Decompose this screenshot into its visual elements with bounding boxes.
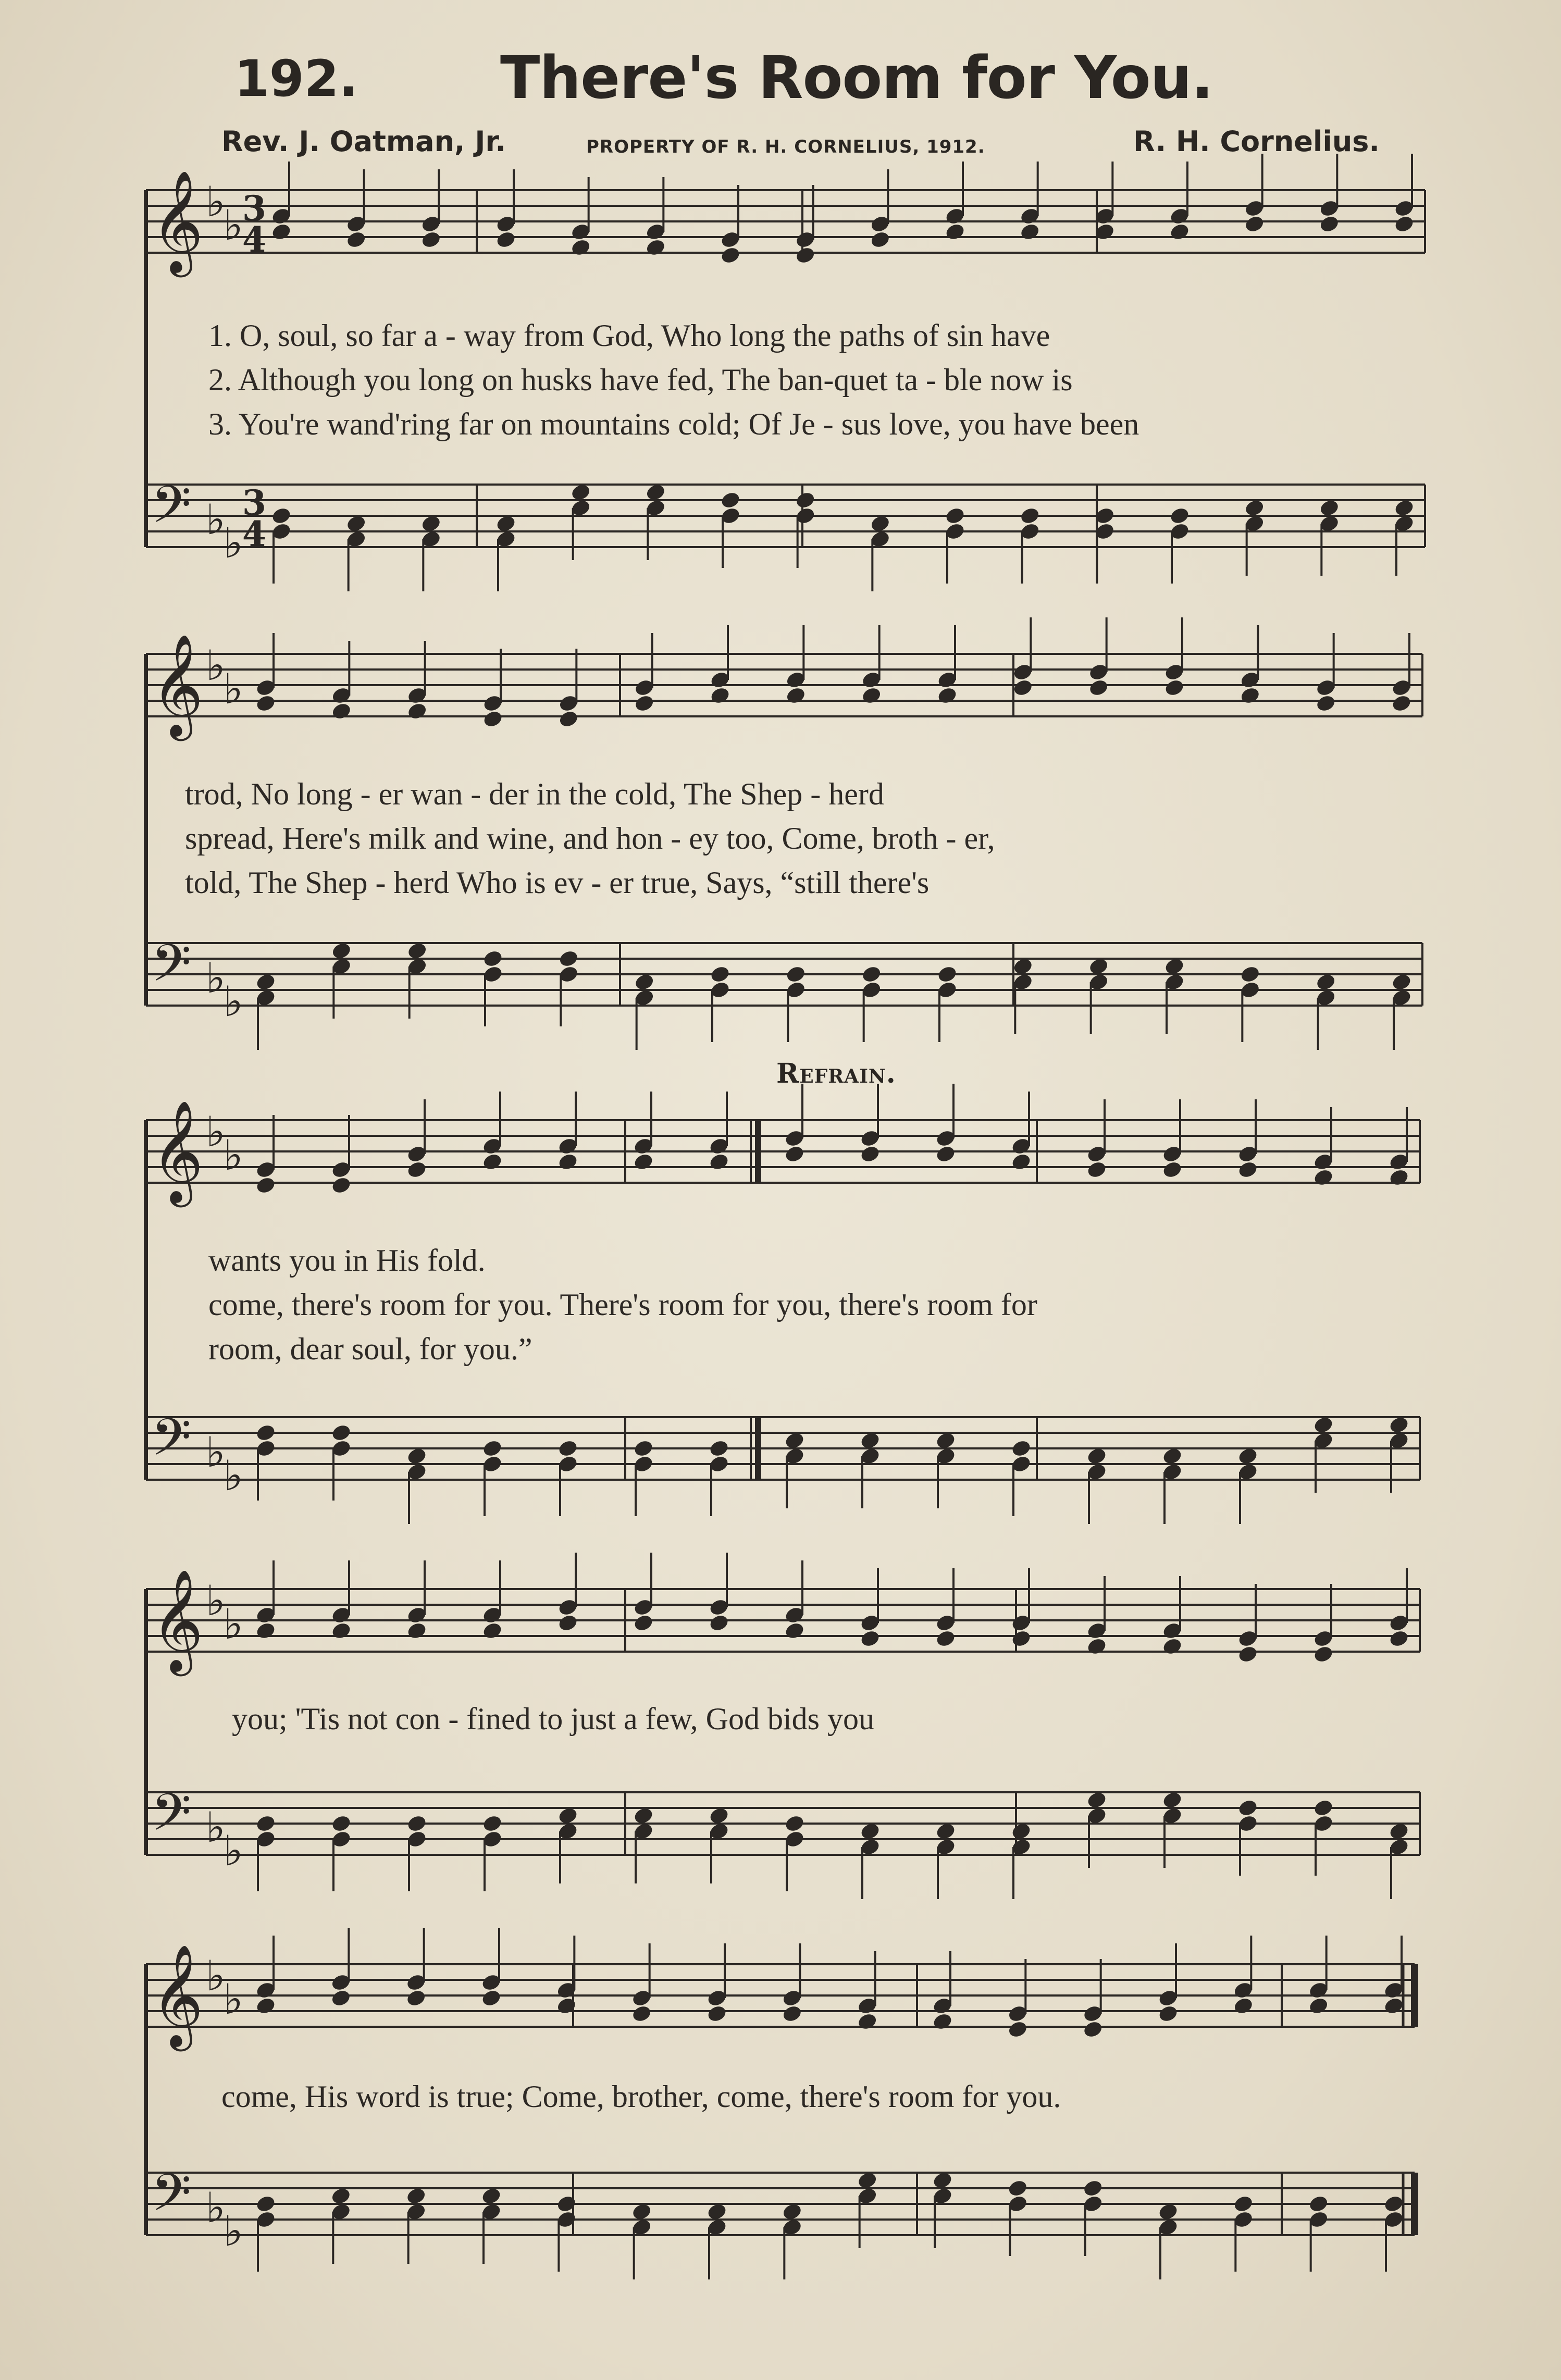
note-head-s5-treble-1b xyxy=(255,1996,277,2016)
note-head-s5-treble-6b xyxy=(631,2004,653,2024)
copyright-notice: PROPERTY OF R. H. CORNELIUS, 1912. xyxy=(586,137,985,157)
note-head-s3-treble-5b xyxy=(557,1152,579,1172)
note-head-s4-bass-14a xyxy=(1237,1798,1259,1818)
note-head-s1-treble-15b xyxy=(1318,214,1340,234)
note-head-s5-treble-11b xyxy=(1007,2019,1029,2039)
time-signature-s1-bass-top: 3 xyxy=(242,482,266,523)
lyric-line-s1-v1: 1. O, soul, so far a - way from God, Who long the paths of sin have xyxy=(208,318,1050,353)
note-head-s1-bass-11a xyxy=(1019,506,1041,526)
note-head-s2-treble-9b xyxy=(861,686,883,705)
lyric-line-s2-v1: trod, No long - er wan - der in the cold, The Shep - herd xyxy=(185,777,884,811)
note-head-s2-treble-15b xyxy=(1315,693,1337,713)
key-flat-s2-treble-1-icon: ♭ xyxy=(206,641,226,690)
note-head-s2-bass-7a xyxy=(709,964,731,984)
note-head-s2-treble-1b xyxy=(255,693,277,713)
note-head-s2-treble-12b xyxy=(1088,678,1110,698)
bass-clef-s4-icon: 𝄢 xyxy=(151,1783,192,1855)
note-head-s4-treble-8b xyxy=(784,1621,806,1641)
key-flat-s3-bass-2-icon: ♭ xyxy=(224,1452,243,1500)
note-head-s1-treble-2b xyxy=(345,230,367,250)
key-flat-s4-treble-1-icon: ♭ xyxy=(206,1577,226,1625)
note-head-s1-treble-1b xyxy=(270,222,292,242)
note-head-s5-treble-9b xyxy=(857,2012,878,2031)
note-head-s3-treble-8b xyxy=(784,1144,806,1164)
note-head-s5-bass-1a xyxy=(255,2194,277,2214)
lyric-line-s3-v1: wants you in His fold. xyxy=(208,1243,486,1278)
note-head-s3-treble-16b xyxy=(1388,1168,1410,1187)
key-flat-s1-treble-2-icon: ♭ xyxy=(224,201,243,250)
note-head-s4-treble-2b xyxy=(330,1621,352,1641)
lyric-line-s2-v3: told, The Shep - herd Who is ev - er true, Says, “still there's xyxy=(185,865,930,900)
time-signature-s1-treble-top: 3 xyxy=(242,188,266,229)
note-head-s3-treble-14b xyxy=(1237,1160,1259,1180)
note-head-s5-treble-13b xyxy=(1157,2004,1179,2024)
treble-clef-s4-icon: 𝄞 xyxy=(151,1569,204,1672)
note-head-s4-treble-12b xyxy=(1086,1637,1108,1656)
key-flat-s4-bass-2-icon: ♭ xyxy=(224,1827,243,1875)
lyric-line-s3-v3: room, dear soul, for you.” xyxy=(208,1332,532,1366)
key-flat-s5-bass-2-icon: ♭ xyxy=(224,2207,243,2255)
note-head-s3-treble-15b xyxy=(1312,1168,1334,1187)
note-head-s1-treble-8b xyxy=(795,245,816,265)
treble-clef-s1-icon: 𝄞 xyxy=(151,170,204,273)
note-head-s2-treble-10b xyxy=(936,686,958,705)
note-head-s4-treble-5b xyxy=(557,1613,579,1633)
lyric-line-s1-v2: 2. Although you long on husks have fed, The ban-quet ta - ble now is xyxy=(208,363,1073,397)
note-head-s2-bass-10a xyxy=(936,964,958,984)
note-head-s3-bass-1a xyxy=(255,1423,277,1443)
lyric-line-s3-v2: come, there's room for you. There's room for you, there's room for xyxy=(208,1287,1037,1322)
note-head-s5-treble-16b xyxy=(1383,1996,1405,2016)
treble-clef-s2-icon: 𝄞 xyxy=(151,634,204,737)
note-head-s4-treble-3b xyxy=(406,1621,428,1641)
note-head-s4-treble-1b xyxy=(255,1621,277,1641)
note-head-s4-bass-8a xyxy=(784,1814,806,1833)
note-head-s1-bass-13a xyxy=(1169,506,1191,526)
note-head-s3-treble-3b xyxy=(406,1160,428,1180)
note-head-s4-treble-11b xyxy=(1010,1629,1032,1648)
note-head-s2-treble-16b xyxy=(1391,693,1413,713)
note-head-s4-bass-4a xyxy=(481,1814,503,1833)
note-head-s5-treble-3b xyxy=(405,1988,427,2008)
note-head-s1-treble-7b xyxy=(720,245,741,265)
note-head-s5-treble-2b xyxy=(330,1988,352,2008)
note-head-s1-bass-8a xyxy=(795,490,816,510)
note-head-s4-treble-15b xyxy=(1312,1644,1334,1664)
note-head-s3-treble-11b xyxy=(1010,1152,1032,1172)
note-head-s5-bass-12a xyxy=(1082,2178,1104,2198)
note-head-s1-treble-4b xyxy=(495,230,517,250)
note-head-s4-treble-9b xyxy=(859,1629,881,1648)
lyric-line-s5-v1: come, His word is true; Come, brother, come, there's room for you. xyxy=(221,2079,1061,2114)
lyric-line-s4-v1: you; 'Tis not con - fined to just a few, God bids you xyxy=(232,1702,874,1736)
bass-clef-s1-icon: 𝄢 xyxy=(151,475,192,548)
note-head-s5-treble-15b xyxy=(1308,1996,1330,2016)
note-head-s4-treble-13b xyxy=(1161,1637,1183,1656)
note-head-s1-bass-1a xyxy=(270,506,292,526)
key-flat-s4-bass-1-icon: ♭ xyxy=(206,1803,226,1852)
note-head-s3-treble-2b xyxy=(330,1175,352,1195)
note-head-s4-bass-2a xyxy=(330,1814,352,1833)
note-head-s2-treble-14b xyxy=(1239,686,1261,705)
lyricist-credit: Rev. J. Oatman, Jr. xyxy=(221,125,506,158)
note-head-s4-treble-14b xyxy=(1237,1644,1259,1664)
key-flat-s2-treble-2-icon: ♭ xyxy=(224,665,243,713)
key-flat-s5-treble-2-icon: ♭ xyxy=(224,1975,243,2024)
hymn-number: 192. xyxy=(234,49,358,108)
note-head-s3-bass-4a xyxy=(481,1439,503,1458)
note-head-s3-treble-7b xyxy=(708,1152,730,1172)
note-head-s5-treble-12b xyxy=(1082,2019,1104,2039)
note-head-s2-treble-5b xyxy=(558,709,579,729)
note-head-s1-treble-10b xyxy=(944,222,966,242)
bass-clef-s2-icon: 𝄢 xyxy=(151,934,192,1006)
note-head-s1-treble-13b xyxy=(1169,222,1191,242)
note-head-s5-bass-14a xyxy=(1232,2194,1254,2214)
bass-clef-s3-icon: 𝄢 xyxy=(151,1408,192,1480)
note-head-s1-bass-7a xyxy=(720,490,741,510)
key-flat-s3-treble-1-icon: ♭ xyxy=(206,1108,226,1156)
note-head-s1-treble-16b xyxy=(1393,214,1415,234)
note-head-s1-treble-11b xyxy=(1019,222,1041,242)
note-head-s2-treble-7b xyxy=(709,686,731,705)
bass-clef-s5-icon: 𝄢 xyxy=(151,2163,192,2236)
note-head-s3-bass-2a xyxy=(330,1423,352,1443)
note-head-s3-bass-6a xyxy=(633,1439,654,1458)
note-head-s3-bass-11a xyxy=(1010,1439,1032,1458)
note-head-s2-treble-6b xyxy=(634,693,655,713)
note-head-s4-treble-7b xyxy=(708,1613,730,1633)
treble-clef-s5-icon: 𝄞 xyxy=(151,1944,204,2047)
note-head-s2-treble-13b xyxy=(1163,678,1185,698)
note-head-s1-treble-5b xyxy=(570,238,592,257)
key-flat-s1-bass-1-icon: ♭ xyxy=(206,495,226,544)
refrain-label: Refrain. xyxy=(776,1058,896,1089)
note-head-s3-treble-6b xyxy=(633,1152,654,1172)
note-head-s4-bass-3a xyxy=(406,1814,428,1833)
note-head-s3-treble-4b xyxy=(481,1152,503,1172)
time-signature-s1-treble-bottom: 4 xyxy=(242,219,266,260)
note-head-s3-treble-9b xyxy=(859,1144,881,1164)
note-head-s5-bass-16a xyxy=(1383,2194,1405,2214)
note-head-s5-treble-8b xyxy=(781,2004,803,2024)
note-head-s1-bass-10a xyxy=(944,506,966,526)
key-flat-s5-treble-1-icon: ♭ xyxy=(206,1952,226,2000)
note-head-s3-bass-5a xyxy=(557,1439,579,1458)
note-head-s5-bass-15a xyxy=(1308,2194,1330,2214)
note-head-s5-treble-7b xyxy=(706,2004,728,2024)
lyric-line-s2-v2: spread, Here's milk and wine, and hon - ey too, Come, broth - er, xyxy=(185,821,995,856)
time-signature-s1-bass-bottom: 4 xyxy=(242,514,266,554)
key-flat-s5-bass-1-icon: ♭ xyxy=(206,2184,226,2232)
note-head-s2-bass-4a xyxy=(482,949,504,969)
note-head-s3-bass-7a xyxy=(708,1439,730,1458)
key-flat-s3-treble-2-icon: ♭ xyxy=(224,1131,243,1180)
key-flat-s1-bass-2-icon: ♭ xyxy=(224,519,243,567)
key-flat-s2-bass-2-icon: ♭ xyxy=(224,977,243,1026)
note-head-s2-treble-2b xyxy=(330,701,352,721)
note-head-s4-treble-10b xyxy=(935,1629,957,1648)
note-head-s2-bass-5a xyxy=(558,949,579,969)
note-head-s2-bass-8a xyxy=(785,964,807,984)
lyric-line-s1-v3: 3. You're wand'ring far on mountains cold; Of Je - sus love, you have been xyxy=(208,407,1139,441)
key-flat-s2-bass-1-icon: ♭ xyxy=(206,954,226,1002)
note-head-s2-treble-3b xyxy=(406,701,428,721)
treble-clef-s3-icon: 𝄞 xyxy=(151,1100,204,1203)
note-head-s3-treble-1b xyxy=(255,1175,277,1195)
note-head-s1-treble-3b xyxy=(420,230,442,250)
note-head-s1-treble-14b xyxy=(1244,214,1266,234)
key-flat-s1-treble-1-icon: ♭ xyxy=(206,178,226,226)
note-head-s4-bass-15a xyxy=(1312,1798,1334,1818)
hymn-title: There's Room for You. xyxy=(500,44,1213,112)
note-head-s2-treble-11b xyxy=(1012,678,1034,698)
note-head-s4-treble-6b xyxy=(633,1613,654,1633)
note-head-s4-treble-4b xyxy=(481,1621,503,1641)
note-head-s1-treble-6b xyxy=(645,238,666,257)
note-head-s2-bass-9a xyxy=(861,964,883,984)
note-head-s4-bass-1a xyxy=(255,1814,277,1833)
note-head-s5-bass-11a xyxy=(1007,2178,1029,2198)
note-head-s1-treble-9b xyxy=(869,230,891,250)
note-head-s2-bass-14a xyxy=(1239,964,1261,984)
key-flat-s3-bass-1-icon: ♭ xyxy=(206,1428,226,1477)
note-head-s5-treble-14b xyxy=(1232,1996,1254,2016)
note-head-s4-treble-16b xyxy=(1388,1629,1410,1648)
note-head-s2-treble-4b xyxy=(482,709,504,729)
composer-credit: R. H. Cornelius. xyxy=(1133,125,1380,158)
note-head-s3-treble-10b xyxy=(935,1144,957,1164)
note-head-s3-treble-12b xyxy=(1086,1160,1108,1180)
note-head-s5-treble-10b xyxy=(932,2012,953,2031)
note-head-s5-treble-4b xyxy=(480,1988,502,2008)
note-head-s3-treble-13b xyxy=(1161,1160,1183,1180)
note-head-s2-treble-8b xyxy=(785,686,807,705)
key-flat-s4-treble-2-icon: ♭ xyxy=(224,1600,243,1648)
